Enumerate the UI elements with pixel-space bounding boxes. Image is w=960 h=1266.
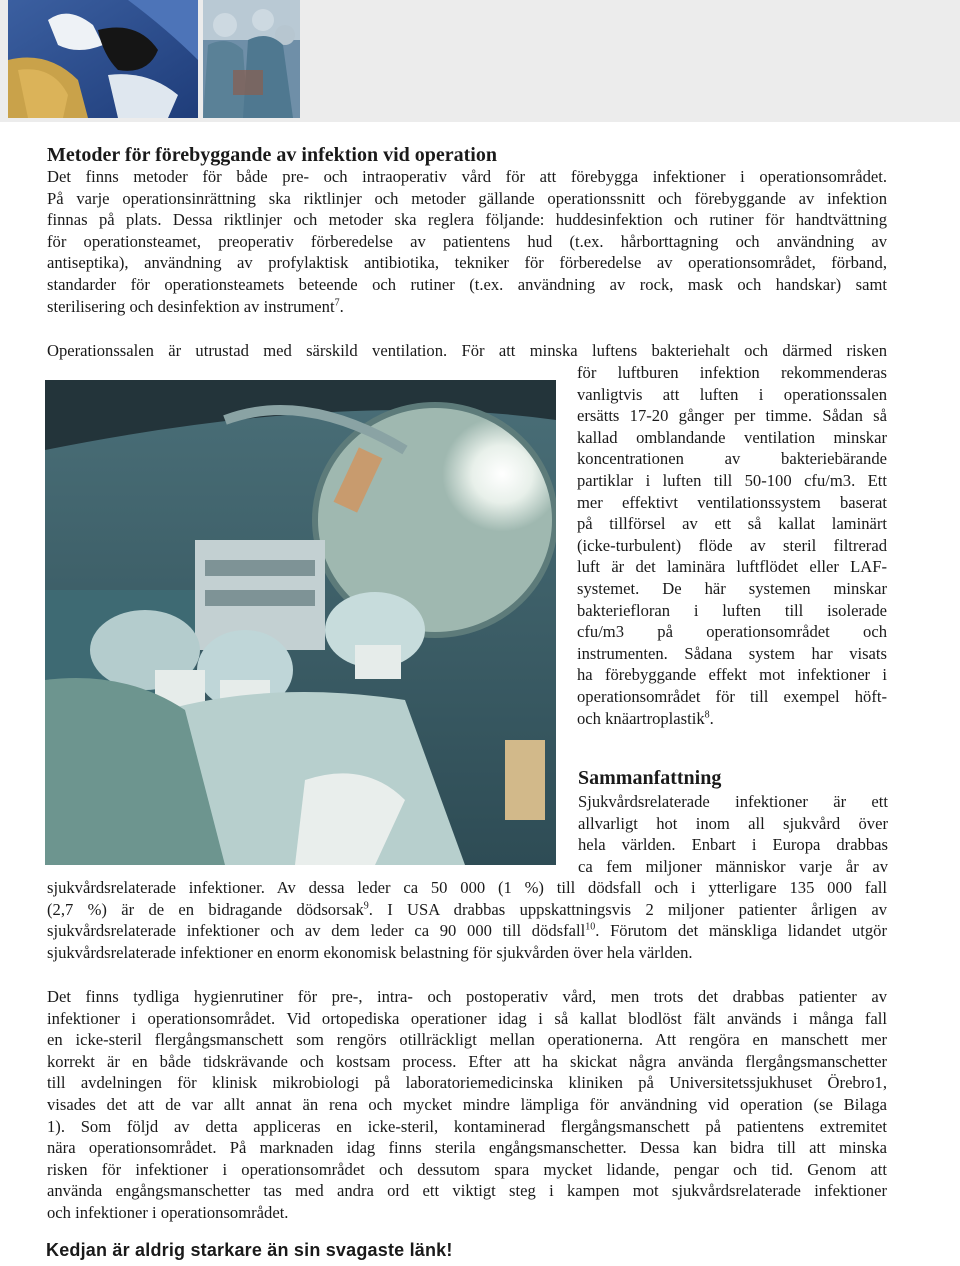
summary-line: sjukvårdsrelaterade infektioner och av dem leder ca 90 000 till dödsfall$^{10}$. Förutom det mänskliga lidandet utgör [47, 921, 887, 941]
ventilation-line: vanligtvis att luften i operationssalen [577, 384, 887, 404]
ventilation-line: ha förebyggande effekt mot infektioner i [577, 665, 887, 685]
ventilation-line: och knäartroplastik$^8$. [577, 708, 714, 728]
ventilation-line: (icke-turbulent) flöde av steril filtrerad [577, 535, 887, 555]
hygiene-line: använda engångsmanschetter tas med andra ord ett viktigt steg i kampen mot sjukvårdsrelaterade infektioner [47, 1181, 887, 1201]
ventilation-line: på tillförsel av ett så kallat laminärt [577, 514, 887, 534]
intro-line: antiseptika), användning av profylaktisk antibiotika, tekniker för förberedelse av operationsområdet, förband, [47, 253, 887, 273]
operating-room-photo [45, 380, 556, 865]
hygiene-line: till avdelningen för klinisk mikrobiologi på laboratoriemedicinska kliniken på Universitetssjukhuset Örebro1, [47, 1073, 887, 1093]
summary-line: sjukvårdsrelaterade infektioner. Av dessa leder ca 50 000 (1 %) till dödsfall och i ytterligare 135 000 fall [47, 878, 887, 897]
reference-marker: 8 [704, 708, 710, 720]
summary-line: hela världen. Enbart i Europa drabbas [578, 835, 888, 855]
summary-line: allvarligt hot inom all sjukvård över [578, 813, 888, 833]
summary-line: Sjukvårdsrelaterade infektioner är ett [578, 792, 888, 811]
hygiene-line: korrekt är en både tidskrävande och kostsam process. Efter att ha skickat några använda flergångsmanschetter [47, 1051, 887, 1071]
hygiene-line: nära operationsområdet. På marknaden idag finns sterila engångsmanschetter. Dessa kan bidra till att minska [47, 1138, 887, 1158]
hygiene-line: risken för infektioner i operationsområdet och dessutom spara mycket lidande, pengar och tid. Genom att [47, 1159, 887, 1179]
ventilation-column [577, 362, 887, 729]
hygiene-line: Det finns tydliga hygienrutiner för pre-, intra- och postoperativ vård, men trots det drabbas patienter av [47, 987, 887, 1006]
reference-marker: 10 [585, 921, 596, 933]
summary-line: sjukvårdsrelaterade infektioner en enorm ekonomisk belastning för sjukvården över hela världen. [47, 942, 693, 962]
ventilation-line: kallad omblandande ventilation minskar [577, 427, 887, 447]
intro-paragraph [47, 166, 887, 317]
ventilation-line: luft är det laminära luftflödet eller LAF- [577, 557, 887, 577]
ventilation-line: cfu/m3 på operationsområdet och [577, 622, 887, 642]
ventilation-line: operationsområdet för till exempel höft- [577, 686, 887, 706]
ventilation-line: koncentrationen av bakteriebärande [577, 449, 887, 469]
ventilation-line: bakteriefloran i luften till isolerade [577, 600, 887, 620]
footer-slogan: Kedjan är aldrig starkare än sin svagaste länk! [46, 1240, 453, 1260]
intro-line: finnas på plats. Dessa riktlinjer och metoder ska reglera följande: huddesinfektion och rutiner för handtvättning [47, 210, 887, 230]
ventilation-line: instrumenten. Sådana system har visats [577, 643, 887, 663]
intro-line: för operationsteamet, preoperativ förberedelse av patientens hud (t.ex. hårborttagning och användning av [47, 231, 887, 251]
hygiene-line: 1). Som följd av detta appliceras en icke-steril, kontaminerad flergångsmanschett på patientens extremitet [47, 1116, 887, 1136]
intro-line: sterilisering och desinfektion av instrument$^7$. [47, 296, 344, 316]
summary-column [578, 791, 888, 877]
summary-paragraph [47, 877, 887, 963]
ventilation-line: för luftburen infektion rekommenderas [577, 363, 887, 382]
ventilation-first-line: Operationssalen är utrustad med särskild ventilation. För att minska luftens bakteriehalt och därmed risken [47, 341, 887, 360]
intro-line: Det finns metoder för både pre- och intraoperativ vård för att förebygga infektioner i operationsområdet. [47, 167, 887, 186]
hygiene-line: en icke-steril flergångsmanschett som rengörs otillräckligt mellan operationerna. Att rengöra en manschett mer [47, 1030, 887, 1050]
ventilation-line: ersätts 17-20 gånger per timme. Sådan så [577, 406, 887, 426]
intro-line: standarder för operationsteamets beteende och rutiner (t.ex. användning av rock, mask och handskar) samt [47, 274, 887, 294]
surgical-team-photo [203, 0, 300, 118]
section-heading-methods: Metoder för förebyggande av infektion vid operation [47, 144, 497, 166]
intro-line: På varje operationsinrättning ska riktlinjer och metoder gällande operationssnitt och förebyggande av infektion [47, 188, 887, 208]
hygiene-line: visades det att de var allt annat än rena och mycket mindre lämpliga för användning vid operation (se Bilaga [47, 1094, 887, 1114]
ventilation-line: partiklar i luften till 50-100 cfu/m3. Ett [577, 470, 887, 490]
hygiene-paragraph [47, 986, 887, 1224]
summary-line: (2,7 %) är de en bidragande dödsorsak$^9$. I USA drabbas uppskattningsvis 2 miljoner patienter årligen av [47, 899, 888, 919]
hygiene-line: infektioner i operationsområdet. Vid ortopediska operationer idag i så kallat blodlöst fält används i många fall [47, 1008, 887, 1028]
ventilation-line: systemet. De här systemen minskar [577, 578, 887, 598]
gloved-hands-photo [8, 0, 198, 118]
summary-line: ca fem miljoner människor varje år av [578, 856, 888, 876]
ventilation-line: mer effektivt ventilationssystem baserat [577, 492, 887, 512]
hygiene-line: och infektioner i operationsområdet. [47, 1202, 289, 1222]
reference-marker: 9 [363, 900, 369, 912]
section-heading-summary: Sammanfattning [578, 767, 722, 789]
reference-marker: 7 [334, 297, 340, 309]
